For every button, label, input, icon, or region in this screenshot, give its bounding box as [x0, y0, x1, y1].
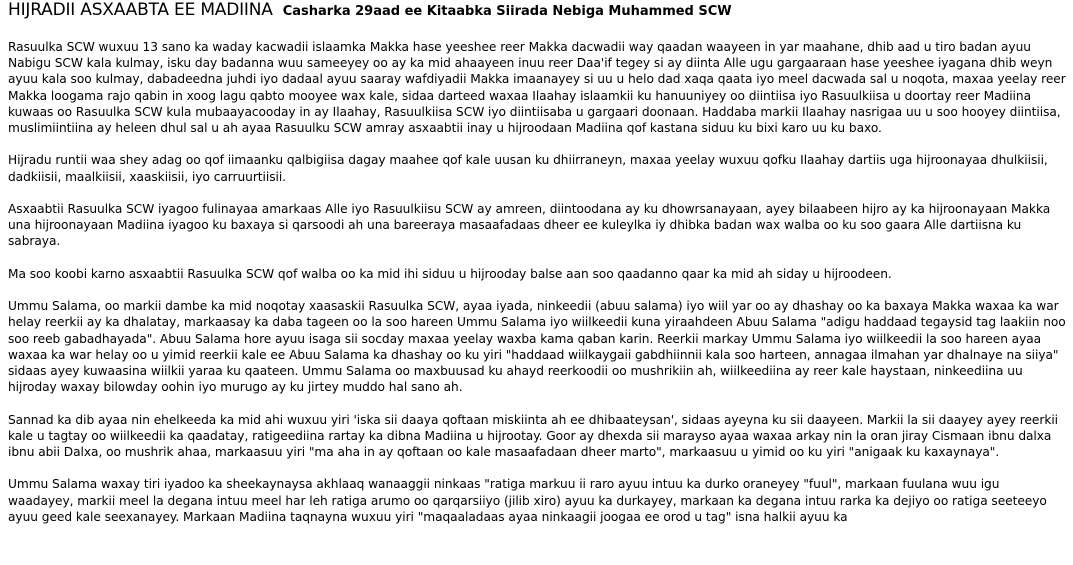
paragraph: Hijradu runtii waa shey adag oo qof iimaanku qalbigiisa dagay maahee qof kale uusan ku dhiirraneyn, maxaa yeelay wuxuu qofku Ilaahay dartiis uga hijroonayaa dhulkiisii, dadkiisii, maalkiisii, xaaskiisii, iyo carruurtiisii. — [8, 153, 1048, 184]
paragraph: Ummu Salama waxay tiri iyadoo ka sheekaynaysa akhlaaq wanaaggii ninkaas "ratiga markuu ii raro ayuu intuu ka durko oraneyey "fuul", markaan fuulana wuu igu waadayey, markii meel la degana intuu meel har leh ratiga arumo oo qarqarsiiyo (jilib xiro) ayuu ka durkayey, markaan ka degana intuu rarka ka dejiyo oo ratiga seeteeyo ayuu geed kale seexanayey. Markaan Madiina taqnayna wuxuu yiri "maqaaladaas ayaa ninkaagii joogaa ee orod u tag" isna halkii ayuu ka — [8, 477, 1047, 524]
article-body — [8, 39, 1066, 525]
paragraph: Ummu Salama, oo markii dambe ka mid noqotay xaasaskii Rasuulka SCW, ayaa iyada, ninkeedii (abuu salama) iyo wiil yar oo ay dhashay oo ka baxaya Makka waxaa ka war helay reerkii ay ka dhalatay, markaasay ka daba tageen oo la soo hareen Ummu Salama iyo wiilkeedii kuna yiraahdeen Abuu Salama "adigu haddaad tegaysid tag laakiin noo soo reeb gabadhayada". Abuu Salama hore ayuu isaga sii socday maxaa yeelay waxba kama qaban karin. Reerkii markay Ummu Salama iyo wiilkeedii la soo hareen ayaa waxaa ka war helay oo u yimid reerkii kale ee Abuu Salama ka dhashay oo ku yiri "haddaad wiilkaygaii gabdhiinnii kala soo harteen, annagaa ilmahan yar dhalnaye na siiya" sidaas ayey kuwaasina wiilkii yaraa ku qaateen. Ummu Salama oo maxbuusad ku ahayd reerkoodii oo mushrikiin ah, wiilkeediina ay reer kale haystaan, ninkeediina uu hijroday waxay bilowday oohin iyo murugo ay ku jirtey muddo hal sano ah. — [8, 299, 1066, 395]
article — [8, 0, 1066, 541]
article-subtitle: Casharka 29aad ee Kitaabka Siirada Nebiga Muhammed SCW — [282, 4, 732, 19]
paragraph: Asxaabtii Rasuulka SCW iyagoo fulinayaa amarkaas Alle iyo Rasuulkiisu SCW ay amreen, diintoodana ay ku dhowrsanayaan, ayey bilaabeen hijro ay ka hijroonayaan Makka una hijroonayaan Madiina iyagoo ku baxaya si qarsoodi ah una bareeraya masaafadaas dheer ee kuleylka iy dhibka badan wax walba oo ku soo gaara Alle dartiisna ku sabraya. — [8, 202, 1051, 249]
paragraph: Ma soo koobi karno asxaabtii Rasuulka SCW qof walba oo ka mid ihi siduu u hijrooday balse aan soo qaadanno qaar ka mid ah siday u hijroodeen. — [8, 266, 892, 281]
article-header — [8, 0, 1066, 24]
paragraph: Rasuulka SCW wuxuu 13 sano ka waday kacwadii islaamka Makka hase yeeshee reer Makka dacwadii way qaadan waayeen in yar maahane, dhib aad u tiro badan ayuu Nabigu SCW kala kulmay, isku day badanna wuu sameeyey oo ay ka mid ahaayeen inuu reer Daa'if tegey si ay diinta Alle ugu gargaaraan hase yeeshee iyagana dhib weyn ayuu kala soo kulmay, dabadeedna juhdi iyo dadaal ayuu saaray wafdiyadii Makka imaanayey si uu u helo dad xaqa qaata iyo meel dacwada sal u noqota, maxaa yeelay reer Makka loogama rajo qabin in xoog lagu qabto mooyee wax kale, sidaa darteed waxaa Ilaahay islaamkii ku hanuuniyey oo diintiisa iyo Rasuulkiisa u doortay reer Madiina kuwaas oo Rasuulka SCW kula mubaayacooday in ay Ilaahay, Rasuulkiisa SCW iyo diintiisaba u gargaari doonaan. Haddaba markii Ilaahay nasrigaa uu u soo hooyey diintiisa, muslimiintiina ay heleen dhul sal u ah ayaa Rasuulku SCW amray asxaabtii inay u hijroodaan Madiina qof kastana siduu ku bixi karo uu ku baxo. — [8, 40, 1066, 136]
paragraph: Sannad ka dib ayaa nin ehelkeeda ka mid ahi wuxuu yiri 'iska sii daaya qoftaan miskiinta ah ee dhibaateysan', sidaas ayeyna ku sii daayeen. Markii la sii daayey ayey reerkii kale u tagtay oo wiilkeedii ka qaadatay, ratigeediina rartay ka dibna Madiina u hijrootay. Goor ay dhexda sii marayso ayaa waxaa arkay nin la oran jiray Cismaan ibnu dalxa ibnu abii Dalxa, oo mushrik ahaa, markaasuu yiri "ma aha in ay qoftaan oo kale masaafadaan dheer marto", markaasuu u yimid oo ku yiri "anigaak ku kaxaynaya". — [8, 412, 1059, 459]
article-title: HIJRADII ASXAABTA EE MADIINA — [8, 0, 273, 20]
